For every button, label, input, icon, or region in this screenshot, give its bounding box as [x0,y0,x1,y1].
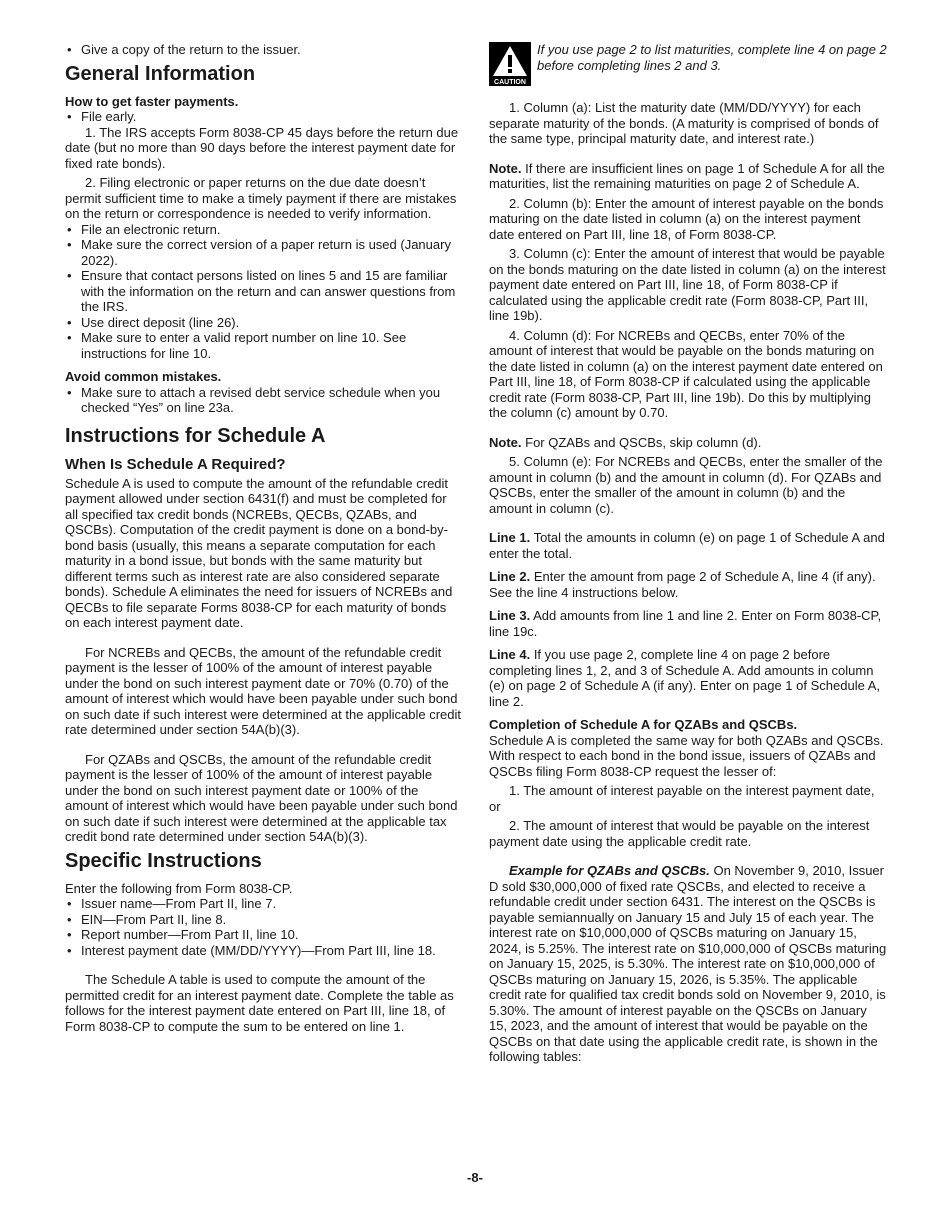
example-text: On November 9, 2010, Issuer D sold $30,000,000 of fixed rate QSCBs, and elected to receive a refundable credit under section 6431. The interest on the QSCBs is payable semiannually on January 15 and July 15 of each year. The interest rate on $10,000,000 of QSCBs maturing on January 15, 2024, is 5.25%. The interest rate on $10,000,000 of QSCBs maturing on January 15, 2025, is 5.30%. The interest rate on $10,000,000 of QSCBs maturing on January 15, 2026, is 5.35%. The applicable credit rate for qualified tax credit bonds sold on November 9, 2010, is 5.30%. The amount of interest payable on the QSCBs on January 15, 2023, and the amount of interest that would be payable on the QSCBs on that date using the applicable credit rate, is shown in the following tables: [489,863,887,1064]
caution-label: CAUTION [494,79,526,86]
page-number: -8- [467,1170,483,1185]
file-early-bullet: • File early. [65,109,463,125]
faster-item-1: 1. The IRS accepts Form 8038-CP 45 days before the return due date (but no more than 90 days before the interest payment date for fixed rate bonds). [65,124,459,171]
specific-instructions-heading: Specific Instructions [65,849,262,872]
list-item: • Issuer name—From Part II, line 7. [65,896,463,912]
ncreb-paragraph: For NCREBs and QECBs, the amount of the refundable credit payment is the lesser of 100% of the amount of interest payable under the bond on such interest payment date or 70% (0.70) of the amount of interest which would have been payable under such bond on such date if such interest were determined at the applicable credit rate determined under section 54A(b)(3). [65,644,462,737]
note-2 [489,435,887,451]
note-1 [489,161,887,192]
avoid-mistakes-bullet: • Make sure to attach a revised debt service schedule when you checked “Yes” on line 23a. [65,385,463,416]
faster-item-2: 2. Filing electronic or paper returns on the due date doesn’t permit sufficient time to make a timely payment if there are mistakes on the return or correspondence is needed to verify information. [65,175,457,221]
note-label: Note. [489,160,522,176]
list-item: • Report number—From Part II, line 10. [65,927,463,943]
column-e-instruction: 5. Column (e): For NCREBs and QECBs, enter the smaller of the amount in column (b) and the amount in column (d). For QZABs and QSCBs, enter the smaller of the amount in column (b) and the amount in column (c). [489,454,883,516]
line-3-label: Line 3. [489,608,531,623]
line-1-instruction [489,530,887,561]
list-item: • Make sure to enter a valid report number on line 10. See instructions for line 10. [65,330,463,361]
faster-payments-heading: How to get faster payments. [65,93,239,109]
note-2-text: For QZABs and QSCBs, skip column (d). [525,434,762,450]
right-column [489,42,887,1065]
caution-box [489,42,887,86]
column-a-instruction: 1. Column (a): List the maturity date (MM/DD/YYYY) for each separate maturity of the bonds. (A maturity is comprised of bonds of the same type, principal maturity date, and interest rate.) [489,100,879,146]
schedule-a-heading: Instructions for Schedule A [65,424,326,447]
table-paragraph: The Schedule A table is used to compute the amount of the permitted credit for an interest payment date. Complete the table as follows for the interest payment date entered on Part III, line 18, of Form 8038-CP to compute the sum to be entered on line 1. [65,972,454,1034]
qzab-paragraph: For QZABs and QSCBs, the amount of the refundable credit payment is the lesser of 100% of the amount of interest payable under the bond on such interest payment date or 100% of the amount of interest which would have been payable under such bond on such date if such interest were determined at the applicable tax credit bond rate determined under section 54A(b)(3). [65,751,458,844]
lesser-item-1: 1. The amount of interest payable on the interest payment date, or [489,783,875,814]
when-required-paragraph: Schedule A is used to compute the amount of the refundable credit payment allowed under section 6431(f) and must be completed for all specified tax credit bonds (NCREBs, QECBs, QZABs, and QSCBs). Computation of the credit payment is done on a bond-by-bond basis (usually, this means a separate computation for each maturity in a bond issue, but bonds with the same maturity but different terms such as interest rate are also considered separate bonds). Schedule A eliminates the need for issuers of NCREBs and QECBs to file separate Forms 8038-CP for each maturity of bonds on each interest payment date. [65,475,453,630]
column-d-instruction: 4. Column (d): For NCREBs and QECBs, enter 70% of the amount of interest that would be payable on the bonds maturing on the date listed in column (a) on the interest payment date entered on Part III, line 18, of Form 8038-CP if calculated using the applicable credit rate (Form 8038-CP, Part III, line 19b). Do this by multiplying the column (c) amount by 0.70. [489,327,883,420]
caution-icon [489,42,531,86]
line-2-instruction [489,569,887,600]
line-4-label: Line 4. [489,647,531,662]
caution-text: If you use page 2 to list maturities, complete line 4 on page 2 before completing lines 2 and 3. [537,42,887,73]
column-c-instruction: 3. Column (c): Enter the amount of interest that would be payable on the bonds maturing on the date listed in column (a) on the interest payment date entered on Part III, line 18, of Form 8038-CP if calculated using the applicable credit rate (Form 8038-CP, Part III, line 19b). [489,246,886,323]
general-information-heading: General Information [65,62,256,85]
completion-heading: Completion of Schedule A for QZABs and QSCBs. [489,717,798,732]
line-4-text: If you use page 2, complete line 4 on page 2 before completing lines 1, 2, and 3 of Schedule A. Add amounts in column (e) on page 2 of Schedule A (if any). Enter on page 1 of Schedule A, line 2. [489,647,880,709]
line-2-text: Enter the amount from page 2 of Schedule A, line 4 (if any). See the line 4 instructions below. [489,569,876,600]
line-1-text: Total the amounts in column (e) on page 1 of Schedule A and enter the total. [489,530,885,561]
give-copy-bullet: • Give a copy of the return to the issuer. [65,42,463,58]
line-3-instruction [489,608,887,639]
completion-text: Schedule A is completed the same way for both QZABs and QSCBs. With respect to each bond in the bond issue, issuers of QZABs and QSCBs filing Form 8038-CP request the lesser of: [489,732,884,779]
line-3-text: Add amounts from line 1 and line 2. Enter on Form 8038-CP, line 19c. [489,608,882,639]
example-label: Example for QZABs and QSCBs. [509,863,710,878]
lesser-item-2: 2. The amount of interest that would be payable on the interest payment date using the applicable credit rate. [489,818,870,849]
line-1-label: Line 1. [489,530,531,545]
when-required-heading: When Is Schedule A Required? [65,455,286,473]
avoid-mistakes-heading: Avoid common mistakes. [65,369,222,384]
list-item: • Make sure the correct version of a paper return is used (January 2022). [65,237,463,268]
list-item: • Use direct deposit (line 26). [65,315,463,331]
column-b-instruction: 2. Column (b): Enter the amount of interest payable on the bonds maturing on the date listed in column (a) on the interest payment date entered on Part III, line 18, of Form 8038-CP. [489,195,884,242]
note-1-text: If there are insufficient lines on page 1 of Schedule A for all the maturities, list the remaining maturities on page 2 of Schedule A. [489,160,885,191]
list-item: • Ensure that contact persons listed on lines 5 and 15 are familiar with the information on the return and can answer questions from the IRS. [65,268,463,315]
line-2-label: Line 2. [489,569,531,584]
left-column [65,42,463,1034]
line-4-instruction [489,647,887,709]
example-paragraph [489,863,887,1065]
list-item: • File an electronic return. [65,222,463,238]
enter-following-text: Enter the following from Form 8038-CP. [65,880,293,896]
note-label: Note. [489,434,522,450]
list-item: • Interest payment date (MM/DD/YYYY)—From Part III, line 18. [65,943,463,959]
list-item: • EIN—From Part II, line 8. [65,912,463,928]
